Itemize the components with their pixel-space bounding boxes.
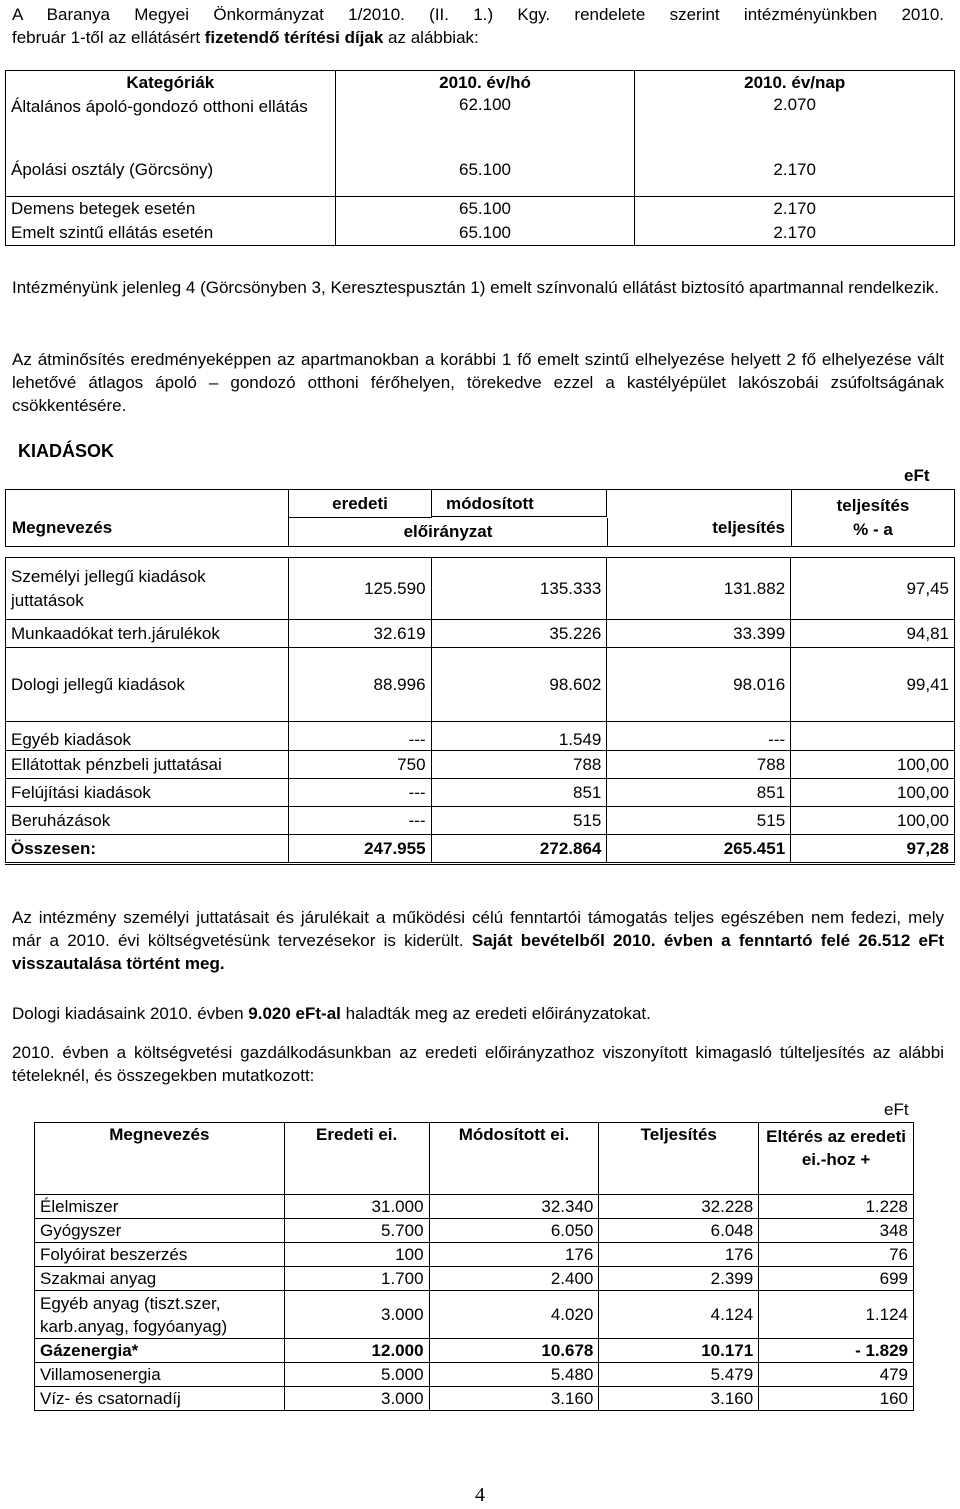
expense-pct: 99,41 (791, 648, 955, 722)
overrun-difference: 1.228 (759, 1195, 914, 1219)
expense-pct: 100,00 (791, 779, 955, 807)
fee-month: 65.100 (335, 145, 635, 197)
expense-actual: 131.882 (607, 558, 791, 620)
overrun-original: 5.700 (284, 1219, 429, 1243)
expense-actual: 33.399 (607, 620, 791, 648)
expense-original: --- (288, 779, 431, 807)
overrun-modified: 10.678 (429, 1339, 599, 1363)
expense-original: 88.996 (288, 648, 431, 722)
fee-day: 2.070 (635, 95, 955, 145)
expense-modified: 35.226 (431, 620, 607, 648)
expense-actual: 98.016 (607, 648, 791, 722)
expense-name: Beruházások (6, 807, 289, 835)
expense-modified: 1.549 (431, 722, 607, 751)
expense-modified: 98.602 (431, 648, 607, 722)
expense-name: Munkaadókat terh.járulékok (6, 620, 289, 648)
expense-original: 32.619 (288, 620, 431, 648)
overrun-actual: 4.124 (599, 1291, 759, 1339)
fee-header-row (6, 71, 955, 95)
expense-actual: 788 (607, 751, 791, 779)
overrun-name: Egyéb anyag (tiszt.szer, karb.anyag, fogyóanyag) (35, 1291, 285, 1339)
overrun-actual: 10.171 (599, 1339, 759, 1363)
fee-label: Emelt szintű ellátás esetén (6, 222, 336, 246)
fee-label: Ápolási osztály (Görcsöny) (6, 145, 336, 197)
fee-day: 2.170 (635, 222, 955, 246)
paragraph-material-costs: Dologi kiadásaink 2010. évben 9.020 eFt-al haladták meg az eredeti előirányzatokat. (12, 1004, 651, 1023)
expenses-header-pct-top: teljesítés (836, 496, 910, 515)
expenses-table (5, 557, 955, 865)
expense-modified: 788 (431, 751, 607, 779)
expenses-header-budget: előirányzat (289, 518, 608, 546)
expense-row (6, 648, 955, 722)
expenses-header-name-cell (6, 490, 289, 546)
expense-total-modified: 272.864 (431, 835, 607, 864)
overrun-actual: 5.479 (599, 1363, 759, 1387)
overrun-modified: 176 (429, 1243, 599, 1267)
overrun-name: Élelmiszer (35, 1195, 285, 1219)
expense-row (6, 807, 955, 835)
paragraph-overrun-intro: 2010. évben a költségvetési gazdálkodásunkban az eredeti előirányzathoz viszonyított kimagasló túlteljesítés az alábbi tételeknél, és összegekben mutatkozott: (12, 1043, 944, 1085)
expenses-header-pct (792, 494, 954, 542)
overrun-actual: 32.228 (599, 1195, 759, 1219)
overrun-row (35, 1387, 914, 1411)
expense-original: 750 (288, 751, 431, 779)
expenses-header-actual-cell (608, 490, 792, 546)
overrun-name: Gázenergia* (35, 1339, 285, 1363)
expense-total-row (6, 835, 955, 864)
overrun-row (35, 1243, 914, 1267)
expense-pct: 100,00 (791, 751, 955, 779)
overrun-header-actual: Teljesítés (599, 1123, 759, 1195)
overrun-difference: 699 (759, 1267, 914, 1291)
expense-modified: 851 (431, 779, 607, 807)
expense-name: Ellátottak pénzbeli juttatásai (6, 751, 289, 779)
overrun-name: Szakmai anyag (35, 1267, 285, 1291)
expense-original: 125.590 (288, 558, 431, 620)
overrun-modified: 4.020 (429, 1291, 599, 1339)
overrun-row (35, 1291, 914, 1339)
paragraph-apartments: Intézményünk jelenleg 4 (Görcsönyben 3, Keresztespusztán 1) emelt színvonalú ellátást biztosító apartmannal rendelkezik. (12, 278, 939, 297)
overrun-actual: 3.160 (599, 1387, 759, 1411)
fee-row (6, 145, 955, 197)
expense-pct (791, 722, 955, 751)
overrun-row (35, 1363, 914, 1387)
fee-header-day: 2010. év/nap (635, 71, 955, 95)
overrun-row (35, 1339, 914, 1363)
overrun-name: Folyóirat beszerzés (35, 1243, 285, 1267)
intro-line-2: február 1-től az ellátásért fizetendő térítési díjak az alábbiak: (12, 28, 479, 47)
fee-row (6, 222, 955, 246)
fee-header-month: 2010. év/hó (335, 71, 635, 95)
fee-row (6, 95, 955, 145)
overrun-actual: 2.399 (599, 1267, 759, 1291)
expenses-header-pct-bottom: % - a (853, 520, 893, 539)
overrun-difference: - 1.829 (759, 1339, 914, 1363)
expense-row (6, 620, 955, 648)
overrun-header-name: Megnevezés (35, 1123, 285, 1195)
expense-modified: 135.333 (431, 558, 607, 620)
fee-month: 62.100 (335, 95, 635, 145)
overrun-original: 1.700 (284, 1267, 429, 1291)
expenses-unit: eFt (904, 466, 930, 485)
overrun-row (35, 1267, 914, 1291)
fee-label: Demens betegek esetén (6, 197, 336, 222)
intro-line-1: A Baranya Megyei Önkormányzat 1/2010. (II. 1.) Kgy. rendelete szerint intézményünkben 2010. (12, 5, 944, 24)
overrun-original: 3.000 (284, 1291, 429, 1339)
expense-pct: 100,00 (791, 807, 955, 835)
paragraph-funding: Az intézmény személyi juttatásait és járulékait a működési célú fenntartói támogatás teljes egészében nem fedezi, mely már a 2010. évi költségvetésünk tervezésekor is kiderült. Saját bevételből 2010. évben a fenntartó felé 26.512 eFt visszautalása történt meg. (12, 908, 944, 973)
expenses-title: KIADÁSOK (18, 441, 115, 461)
overrun-header-modified: Módosított ei. (429, 1123, 599, 1195)
overrun-original: 5.000 (284, 1363, 429, 1387)
overrun-header-row (35, 1123, 914, 1195)
expenses-header-original: eredeti (289, 490, 432, 518)
overrun-header-original: Eredeti ei. (284, 1123, 429, 1195)
fee-row (6, 197, 955, 222)
expenses-header-name: Megnevezés (12, 518, 113, 537)
expense-name: Egyéb kiadások (6, 722, 289, 751)
fee-table (5, 70, 955, 246)
overrun-row (35, 1219, 914, 1243)
expense-actual: 515 (607, 807, 791, 835)
expenses-header-actual: teljesítés (712, 518, 785, 537)
expense-actual: 851 (607, 779, 791, 807)
overrun-modified: 3.160 (429, 1387, 599, 1411)
overrun-modified: 5.480 (429, 1363, 599, 1387)
expense-name: Felújítási kiadások (6, 779, 289, 807)
fee-label: Általános ápoló-gondozó otthoni ellátás (6, 95, 336, 145)
fee-month: 65.100 (335, 222, 635, 246)
fee-day: 2.170 (635, 145, 955, 197)
expense-original: --- (288, 807, 431, 835)
overrun-difference: 1.124 (759, 1291, 914, 1339)
expense-modified: 515 (431, 807, 607, 835)
paragraph-reclassification: Az átminősítés eredményeképpen az apartmanokban a korábbi 1 fő emelt szintű elhelyezése helyett 2 fő elhelyezése vált lehetővé átlagos ápoló – gondozó otthoni férőhelyen, törekedve ezzel a kastélyépület lakószobái zsúfoltságának csökkentésére. (12, 350, 944, 415)
overrun-name: Víz- és csatornadíj (35, 1387, 285, 1411)
overrun-actual: 176 (599, 1243, 759, 1267)
expense-actual: --- (607, 722, 791, 751)
overrun-modified: 6.050 (429, 1219, 599, 1243)
overrun-row (35, 1195, 914, 1219)
expense-row (6, 722, 955, 751)
expense-name: Dologi jellegű kiadások (6, 648, 289, 722)
overrun-actual: 6.048 (599, 1219, 759, 1243)
fee-month: 65.100 (335, 197, 635, 222)
expense-row (6, 779, 955, 807)
overrun-modified: 2.400 (429, 1267, 599, 1291)
fee-header-category: Kategóriák (6, 71, 336, 95)
page-number: 4 (475, 1484, 485, 1506)
expenses-header-modified: módosított (432, 490, 607, 517)
overrun-table (34, 1122, 914, 1411)
expense-name: Személyi jellegű kiadások juttatások (6, 558, 289, 620)
overrun-name: Gyógyszer (35, 1219, 285, 1243)
expense-total-actual: 265.451 (607, 835, 791, 864)
overrun-difference: 479 (759, 1363, 914, 1387)
expenses-header (5, 489, 955, 547)
overrun-header-difference: Eltérés az eredeti ei.-hoz + (759, 1123, 914, 1195)
overrun-original: 3.000 (284, 1387, 429, 1411)
overrun-original: 100 (284, 1243, 429, 1267)
expense-pct: 94,81 (791, 620, 955, 648)
expense-pct: 97,45 (791, 558, 955, 620)
expense-row (6, 558, 955, 620)
fee-day: 2.170 (635, 197, 955, 222)
overrun-modified: 32.340 (429, 1195, 599, 1219)
overrun-difference: 160 (759, 1387, 914, 1411)
overrun-unit: eFt (884, 1100, 909, 1119)
expense-total-pct: 97,28 (791, 835, 955, 864)
expense-total-name: Összesen: (6, 835, 289, 864)
overrun-original: 12.000 (284, 1339, 429, 1363)
overrun-original: 31.000 (284, 1195, 429, 1219)
expense-row (6, 751, 955, 779)
overrun-difference: 348 (759, 1219, 914, 1243)
overrun-difference: 76 (759, 1243, 914, 1267)
expense-total-original: 247.955 (288, 835, 431, 864)
expense-original: --- (288, 722, 431, 751)
overrun-name: Villamosenergia (35, 1363, 285, 1387)
